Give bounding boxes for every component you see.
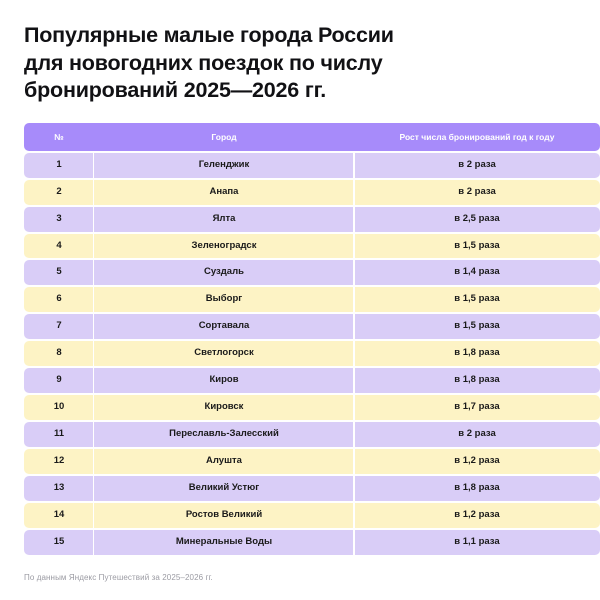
cell-growth: в 1,8 раза — [354, 368, 600, 393]
table-row — [24, 449, 600, 474]
column-header-number: № — [24, 123, 94, 151]
cell-city: Анапа — [94, 180, 354, 205]
cell-city: Кировск — [94, 395, 354, 420]
cell-growth: в 2 раза — [354, 180, 600, 205]
cell-growth: в 2 раза — [354, 422, 600, 447]
cell-number: 6 — [24, 287, 94, 312]
cell-growth: в 1,7 раза — [354, 395, 600, 420]
cell-city: Светлогорск — [94, 341, 354, 366]
cell-city: Выборг — [94, 287, 354, 312]
source-footnote: По данным Яндекс Путешествий за 2025–2026 гг. — [24, 573, 213, 582]
table-row — [24, 341, 600, 366]
cell-number: 11 — [24, 422, 94, 447]
table-row — [24, 207, 600, 232]
column-header-city: Город — [94, 123, 354, 151]
table-header-row — [24, 123, 600, 151]
cell-growth: в 1,5 раза — [354, 314, 600, 339]
table-row — [24, 153, 600, 178]
cell-city: Алушта — [94, 449, 354, 474]
cell-city: Геленджик — [94, 153, 354, 178]
cell-city: Сортавала — [94, 314, 354, 339]
cell-city: Киров — [94, 368, 354, 393]
page-title-line-3: бронирований 2025—2026 гг. — [24, 78, 326, 103]
table-body — [24, 153, 600, 555]
table-row — [24, 368, 600, 393]
cell-city: Суздаль — [94, 260, 354, 285]
table-row — [24, 476, 600, 501]
table-row — [24, 503, 600, 528]
cell-growth: в 1,8 раза — [354, 341, 600, 366]
table-row — [24, 287, 600, 312]
cell-growth: в 1,2 раза — [354, 503, 600, 528]
table-row — [24, 530, 600, 555]
page-title-line-1: Популярные малые города России — [24, 23, 394, 47]
column-header-growth: Рост числа бронирований год к году — [354, 123, 600, 151]
cell-growth: в 1,8 раза — [354, 476, 600, 501]
table-row — [24, 422, 600, 447]
cell-number: 13 — [24, 476, 94, 501]
cell-number: 14 — [24, 503, 94, 528]
ranking-table — [24, 121, 600, 557]
table-row — [24, 314, 600, 339]
cell-number: 1 — [24, 153, 94, 178]
table-row — [24, 260, 600, 285]
cell-number: 2 — [24, 180, 94, 205]
cell-number: 9 — [24, 368, 94, 393]
cell-number: 4 — [24, 234, 94, 259]
page-title — [24, 22, 544, 105]
cell-growth: в 2 раза — [354, 153, 600, 178]
cell-city: Зеленоградск — [94, 234, 354, 259]
table-row — [24, 180, 600, 205]
table-row — [24, 234, 600, 259]
cell-number: 10 — [24, 395, 94, 420]
cell-growth: в 1,1 раза — [354, 530, 600, 555]
cell-growth: в 1,4 раза — [354, 260, 600, 285]
page-title-line-2: для новогодних поездок по числу — [24, 50, 383, 75]
cell-number: 15 — [24, 530, 94, 555]
table-header — [24, 123, 600, 151]
cell-number: 12 — [24, 449, 94, 474]
cell-city: Великий Устюг — [94, 476, 354, 501]
cell-growth: в 1,5 раза — [354, 234, 600, 259]
cell-city: Ростов Великий — [94, 503, 354, 528]
cell-growth: в 1,2 раза — [354, 449, 600, 474]
cell-growth: в 2,5 раза — [354, 207, 600, 232]
cell-number: 3 — [24, 207, 94, 232]
cell-city: Ялта — [94, 207, 354, 232]
cell-number: 7 — [24, 314, 94, 339]
cell-number: 8 — [24, 341, 94, 366]
cell-city: Минеральные Воды — [94, 530, 354, 555]
cell-number: 5 — [24, 260, 94, 285]
cell-city: Переславль-Залесский — [94, 422, 354, 447]
cell-growth: в 1,5 раза — [354, 287, 600, 312]
table-row — [24, 395, 600, 420]
